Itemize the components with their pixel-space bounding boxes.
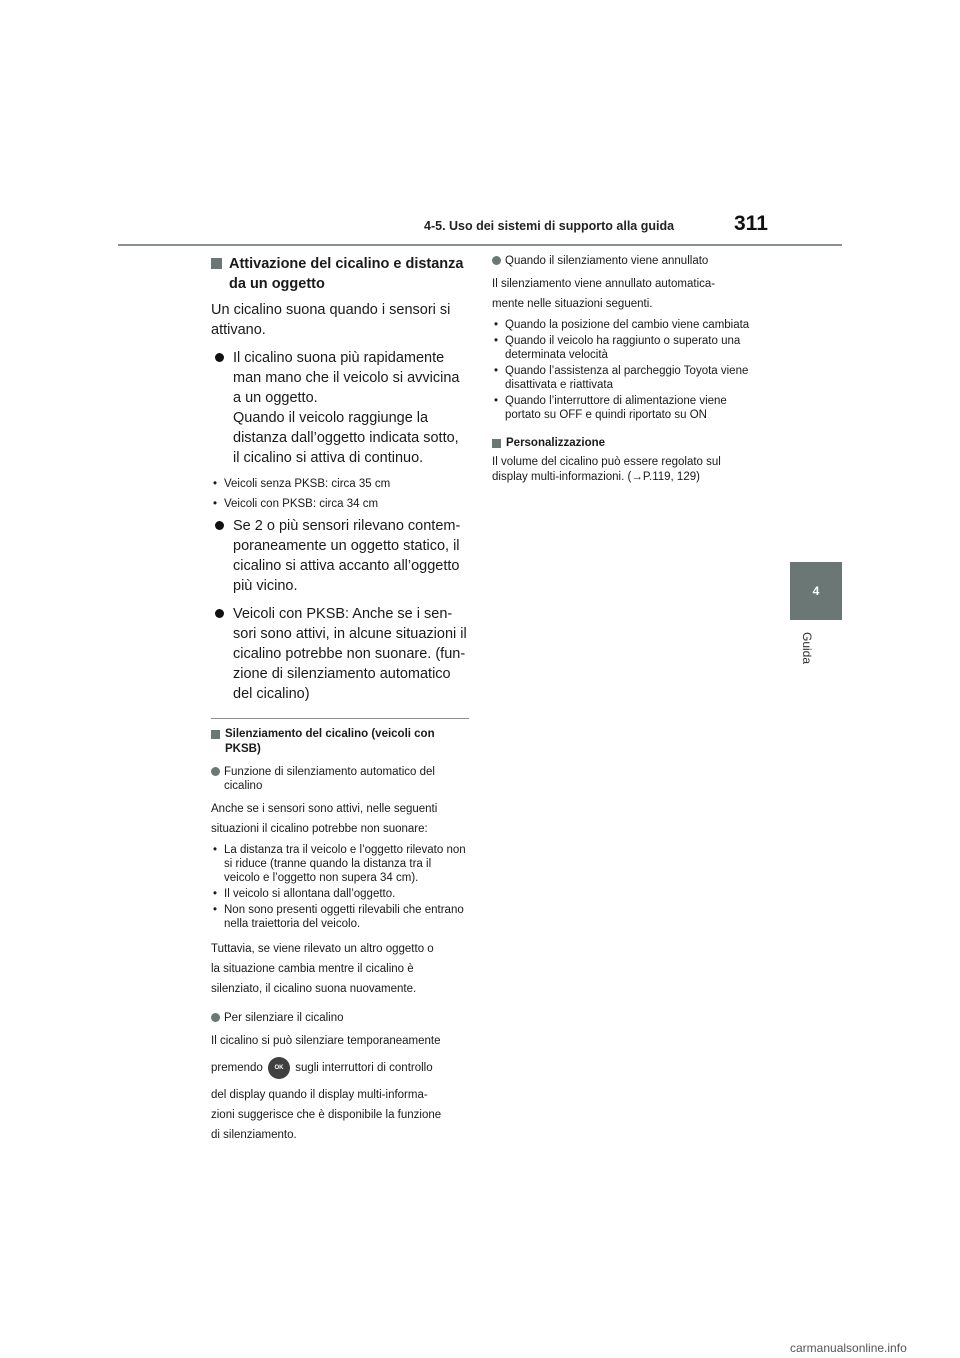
left-column xyxy=(211,254,469,1145)
dash-item: • Veicoli senza PKSB: circa 35 cm xyxy=(213,478,391,490)
text-line: situazioni il cicalino potrebbe non suonare: xyxy=(211,823,428,835)
cancel-list xyxy=(492,318,754,422)
ok-button-icon: OK xyxy=(268,1057,290,1079)
sub-heading: Quando il silenziamento viene annullato xyxy=(492,254,754,268)
text-line: del display quando il display multi-informa- xyxy=(211,1089,428,1101)
right-column xyxy=(492,254,754,485)
text-line: mente nelle situazioni seguenti. xyxy=(492,298,653,310)
chapter-tab-label: Guida xyxy=(800,632,814,665)
condition-list xyxy=(211,843,469,931)
text-line: Tuttavia, se viene rilevato un altro oggetto o xyxy=(211,943,434,955)
list-item: • Quando l’interruttore di alimentazione viene portato su OFF e quindi riportato su ON xyxy=(494,395,727,421)
bullet-dot-icon xyxy=(215,353,224,362)
list-item: • Quando l’assistenza al parcheggio Toyota viene disattivata e riattivata xyxy=(494,365,749,391)
bullet-item: Veicoli con PKSB: Anche se i sen-sori sono attivi, in alcune situazioni il cicalino potrebbe non suonare. (fun-zione di silenziamento automatico del cicalino) xyxy=(211,604,469,704)
square-marker-icon xyxy=(211,730,220,739)
text-line: Il silenziamento viene annullato automatica- xyxy=(492,278,716,290)
dash-item: • Veicoli con PKSB: circa 34 cm xyxy=(213,498,379,510)
sub-heading: Per silenziare il cicalino xyxy=(211,1011,469,1025)
intro-text: Un cicalino suona quando i sensori si attivano. xyxy=(211,302,451,338)
bullet-dot-icon xyxy=(215,609,224,618)
sub-heading: Funzione di silenziamento automatico del cicalino xyxy=(211,765,469,793)
text-line: silenziato, il cicalino suona nuovamente. xyxy=(211,983,417,995)
customization-text: Il volume del cicalino può essere regolato sul display multi-informazioni. (→P.119, 129) xyxy=(492,456,721,483)
bullet-dot-icon xyxy=(215,521,224,530)
square-marker-icon xyxy=(492,439,501,448)
heading-buzzer-mute: Silenziamento del cicalino (veicoli con PKSB) xyxy=(211,727,469,757)
watermark: carmanualsonline.info xyxy=(790,1341,907,1355)
circle-marker-icon xyxy=(211,767,220,776)
list-item: • Il veicolo si allontana dall’oggetto. xyxy=(213,888,396,900)
heading-buzzer-activation: Attivazione del cicalino e distanza da un oggetto xyxy=(211,254,469,294)
page-number: 311 xyxy=(734,212,768,235)
section-title: 4-5. Uso dei sistemi di supporto alla guida xyxy=(424,219,675,233)
chapter-tab-number: 4 xyxy=(812,584,820,598)
chapter-tab xyxy=(790,562,842,620)
text-line: Il cicalino si può silenziare temporaneamente xyxy=(211,1035,441,1047)
list-item: • Non sono presenti oggetti rilevabili che entrano nella traiettoria del veicolo. xyxy=(213,904,464,930)
text-line: di silenziamento. xyxy=(211,1129,297,1141)
section-divider xyxy=(211,718,469,719)
bullet-item: Se 2 o più sensori rilevano contem-poraneamente un oggetto statico, il cicalino si attiva accanto all’oggetto più vicino. xyxy=(211,516,469,596)
list-item: • La distanza tra il veicolo e l’oggetto rilevato non si riduce (tranne quando la distanza tra il veicolo e l’oggetto non supera 34 cm). xyxy=(213,844,466,884)
text-line: Anche se i sensori sono attivi, nelle seguenti xyxy=(211,803,438,815)
text-line: premendo OK sugli interruttori di controllo xyxy=(211,1051,469,1085)
bullet-item: Il cicalino suona più rapidamente man mano che il veicolo si avvicina a un oggetto. Quando il veicolo raggiunge la distanza dall’oggetto indicata sotto, il cicalino si attiva di continuo. xyxy=(211,348,469,468)
heading-customization: Personalizzazione xyxy=(492,436,754,451)
text-line: zioni suggerisce che è disponibile la funzione xyxy=(211,1109,442,1121)
circle-marker-icon xyxy=(211,1013,220,1022)
square-marker-icon xyxy=(211,258,222,269)
text-line: la situazione cambia mentre il cicalino è xyxy=(211,963,414,975)
circle-marker-icon xyxy=(492,256,501,265)
list-item: • Quando la posizione del cambio viene cambiata xyxy=(494,319,750,331)
header-rule xyxy=(118,244,842,246)
list-item: • Quando il veicolo ha raggiunto o superato una determinata velocità xyxy=(494,335,741,361)
